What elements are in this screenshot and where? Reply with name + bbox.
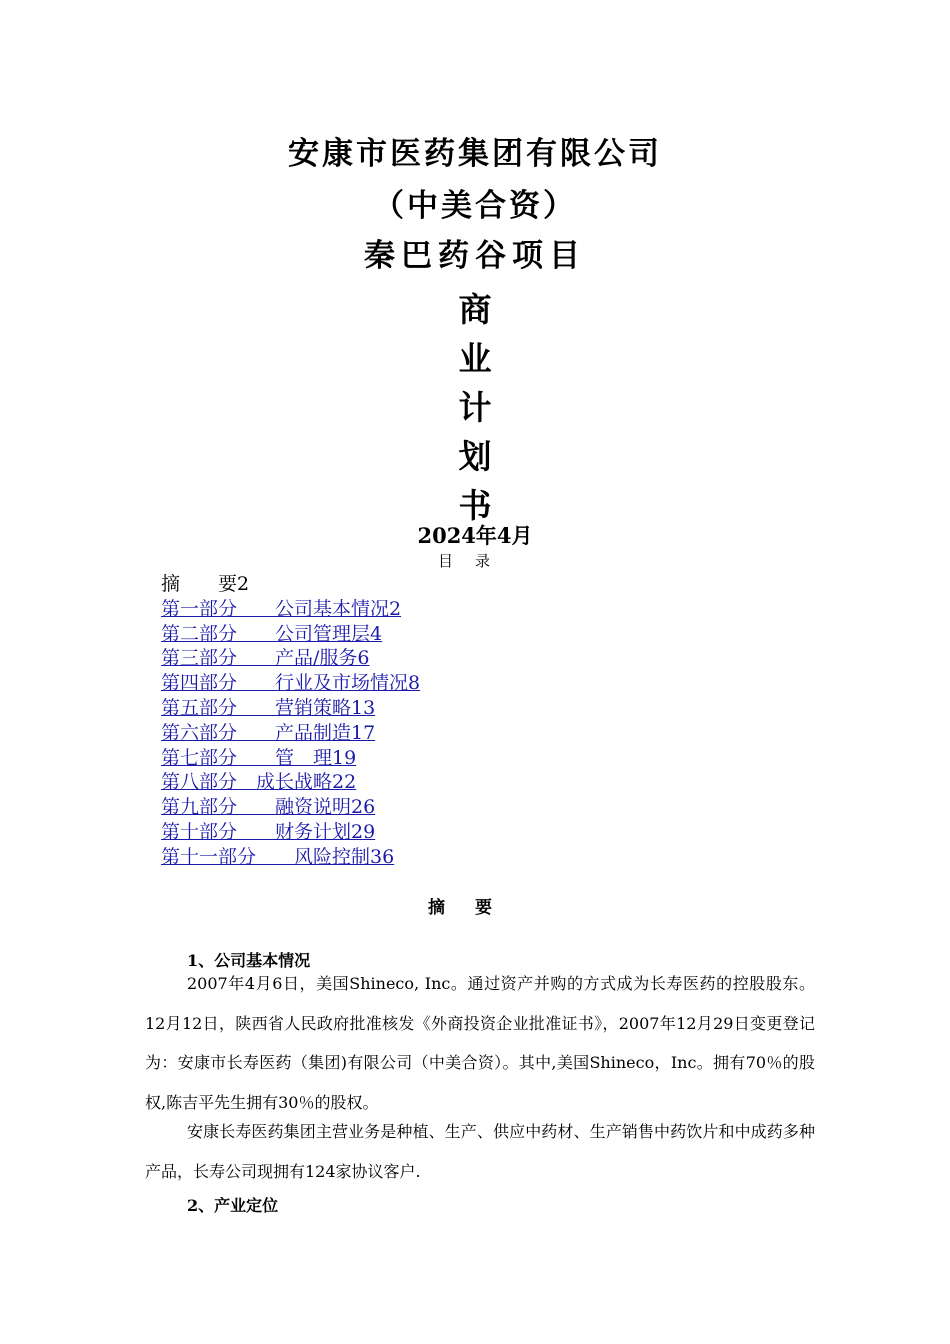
cover-title-jv: （中美合资） xyxy=(373,188,577,224)
toc-link-part-10[interactable]: 第十部分 财务计划29 xyxy=(161,820,376,843)
cover-vertical-char: 划 xyxy=(458,437,492,476)
cover-title-company: 安康市医药集团有限公司 xyxy=(288,136,662,172)
cover-vertical-char: 业 xyxy=(458,339,492,378)
section-title-company-overview: 1、公司基本情况 xyxy=(187,951,311,970)
summary-heading: 摘要 xyxy=(428,898,522,918)
paragraph-main-business: 安康长寿医药集团主营业务是种植、生产、供应中药材、生产销售中药饮片和中成药多种产品，长寿公司现拥有124家协议客户. xyxy=(145,1122,815,1181)
toc-link-part-4[interactable]: 第四部分 行业及市场情况8 xyxy=(161,672,421,695)
toc-link-part-7[interactable]: 第七部分 管 理19 xyxy=(161,746,357,769)
cover-title-project: 秦巴药谷项目 xyxy=(364,238,586,274)
toc-link-part-5[interactable]: 第五部分 营销策略13 xyxy=(161,696,376,719)
paragraph-company-history: 2007年4月6日，美国Shineco, Inc。通过资产并购的方式成为长寿医药的控股股东。12月12日，陕西省人民政府批准核发《外商投资企业批准证书》，2007年12月29日变更登记为：安康市长寿医药（集团)有限公司（中美合资）。其中,美国Shineco，Inc。拥有70％的股权,陈吉平先生拥有30％的股权。 xyxy=(145,974,815,1112)
toc-link-part-9[interactable]: 第九部分 融资说明26 xyxy=(161,796,376,819)
toc-link-part-8[interactable]: 第八部分 成长战略22 xyxy=(161,771,357,794)
table-of-contents xyxy=(161,572,420,870)
cover-vertical-char: 商 xyxy=(458,290,492,329)
cover-vertical-char: 书 xyxy=(458,486,492,525)
toc-heading: 目录 xyxy=(437,552,512,570)
cover-date: 2024年4月 xyxy=(417,523,533,548)
toc-link-part-11[interactable]: 第十一部分 风险控制36 xyxy=(161,845,395,868)
cover-vertical-char: 计 xyxy=(458,388,492,427)
toc-link-part-3[interactable]: 第三部分 产品/服务6 xyxy=(161,647,370,670)
toc-link-part-1[interactable]: 第一部分 公司基本情况2 xyxy=(161,597,402,620)
toc-link-part-6[interactable]: 第六部分 产品制造17 xyxy=(161,721,376,744)
toc-link-part-2[interactable]: 第二部分 公司管理层4 xyxy=(161,622,383,645)
toc-summary-entry: 摘 要2 xyxy=(161,573,250,595)
section-title-industry-positioning: 2、产业定位 xyxy=(187,1196,279,1215)
